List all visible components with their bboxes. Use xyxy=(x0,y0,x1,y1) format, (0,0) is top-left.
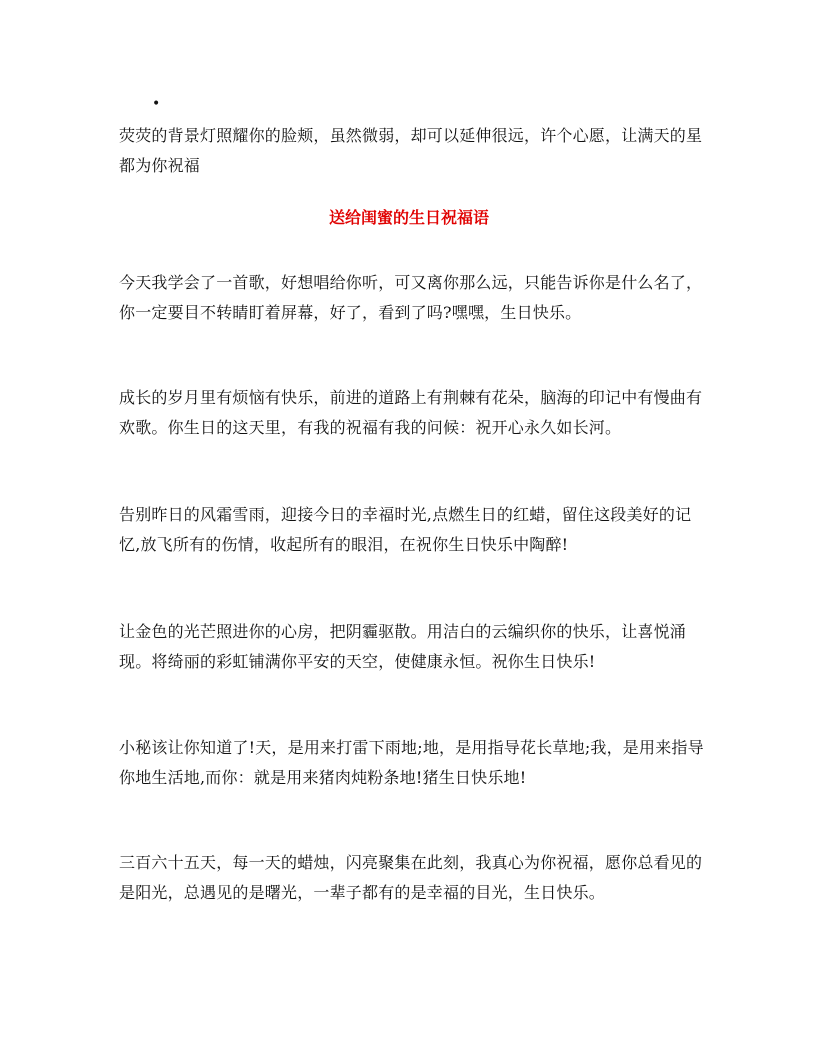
intro-paragraph: 荧荧的背景灯照耀你的脸颊，虽然微弱，却可以延伸很远，许个心愿，让满天的星都为你祝福 xyxy=(119,126,703,175)
bullet-marker: • xyxy=(152,96,161,112)
paragraph-3: 告别昨日的风霜雪雨，迎接今日的幸福时光,点燃生日的红蜡，留住这段美好的记忆,放飞所有的伤情，收起所有的眼泪，在祝你生日快乐中陶醉! xyxy=(119,505,692,554)
section-title: 送给闺蜜的生日祝福语 xyxy=(328,208,489,227)
paragraph-5: 小秘该让你知道了!天，是用来打雷下雨地;地，是用指导花长草地;我，是用来指导你地生活地,而你：就是用来猪肉炖粉条地!猪生日快乐地! xyxy=(119,738,704,787)
paragraph-6: 三百六十五天，每一天的蜡烛，闪亮聚集在此刻，我真心为你祝福，愿你总看见的是阳光，总遇见的是曙光，一辈子都有的是幸福的目光，生日快乐。 xyxy=(119,853,703,902)
paragraph-1: 今天我学会了一首歌，好想唱给你听，可又离你那么远，只能告诉你是什么名了，你一定要目不转睛盯着屏幕，好了，看到了吗?嘿嘿，生日快乐。 xyxy=(119,273,703,322)
paragraph-4: 让金色的光芒照进你的心房，把阴霾驱散。用洁白的云编织你的快乐，让喜悦涌现。将绮丽的彩虹铺满你平安的天空，使健康永恒。祝你生日快乐! xyxy=(119,622,687,671)
paragraph-2: 成长的岁月里有烦恼有快乐，前进的道路上有荆棘有花朵，脑海的印记中有慢曲有欢歌。你生日的这天里，有我的祝福有我的问候：祝开心永久如长河。 xyxy=(119,388,703,437)
